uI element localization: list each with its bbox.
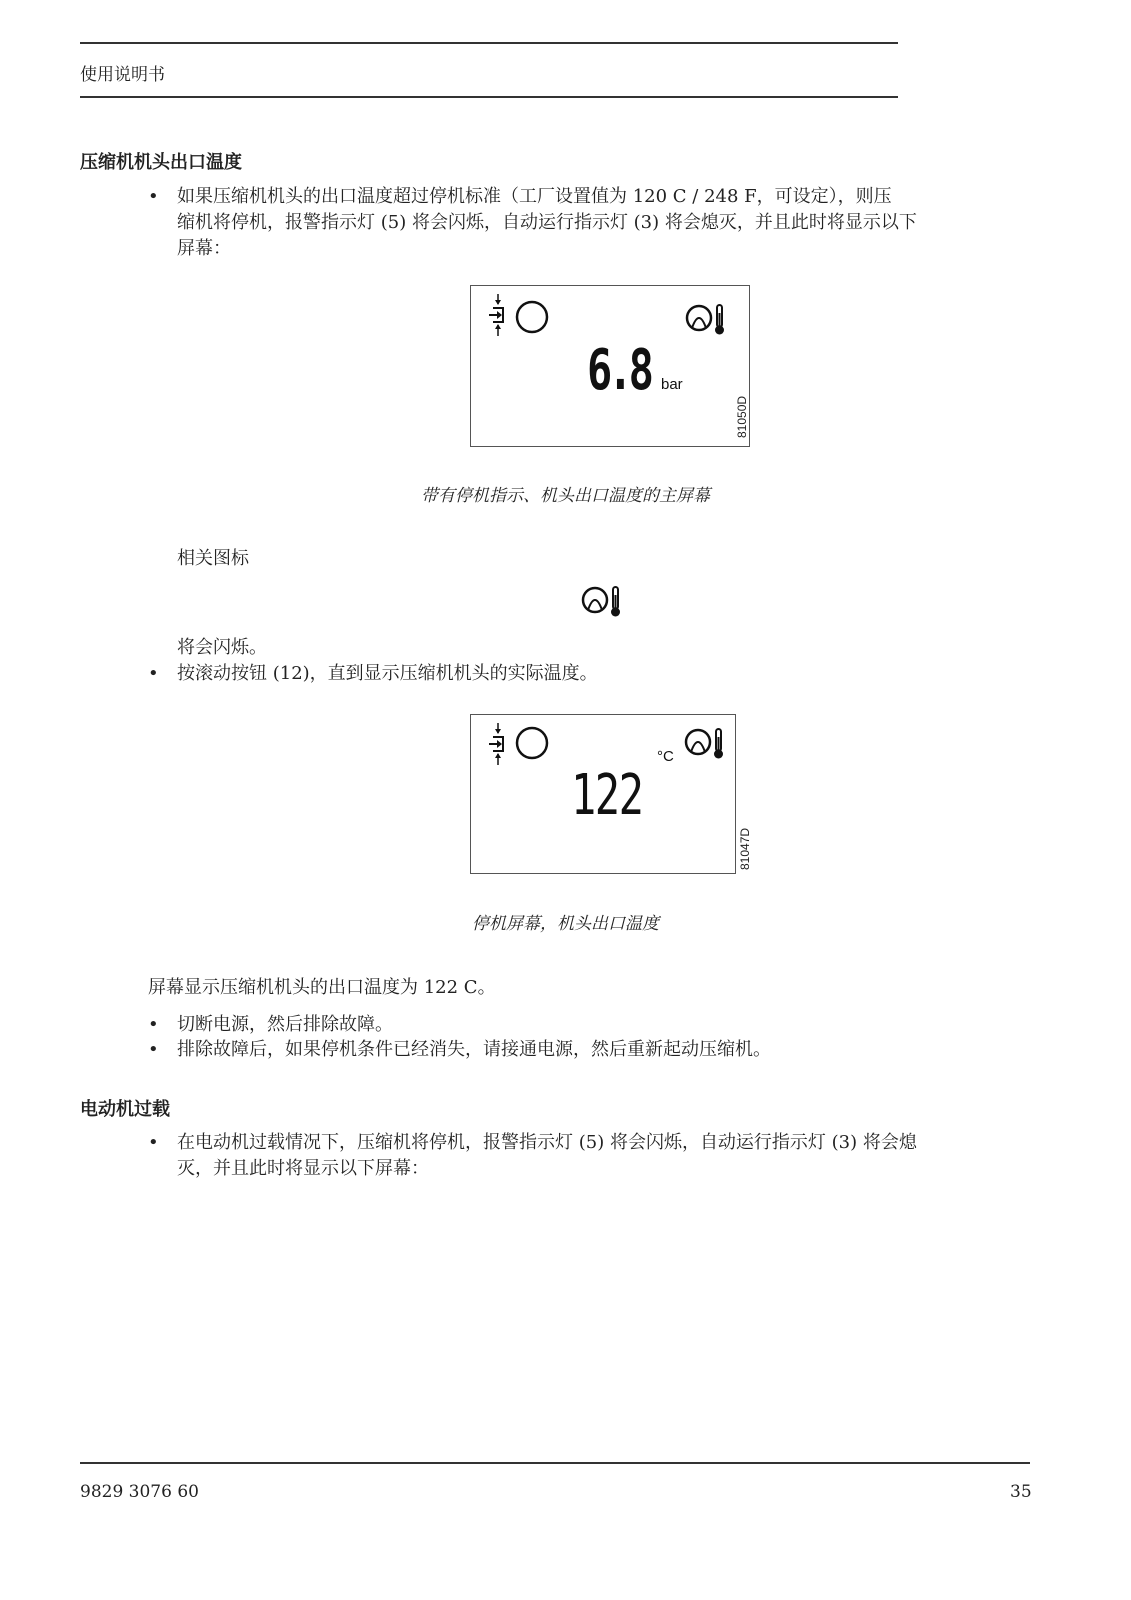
- paragraph-line: 缩机将停机，报警指示灯 (5) 将会闪烁，自动运行指示灯 (3) 将会熄灭，并且此时将显示以下: [177, 212, 917, 233]
- compressor-element-temperature-icon: [580, 585, 628, 619]
- lcd-display: [470, 285, 750, 447]
- bullet-icon: •: [148, 1039, 159, 1060]
- figure-code: 81050D: [735, 395, 749, 438]
- compressor-element-temperature-icon: [684, 303, 732, 337]
- compressor-element-temperature-icon: [683, 727, 731, 761]
- lcd-unit: bar: [661, 376, 683, 393]
- paragraph: 将会闪烁。: [177, 637, 267, 658]
- figure-code: 81047D: [738, 827, 752, 870]
- lcd-value: 6.8: [587, 338, 650, 403]
- header-bottom-rule: [80, 96, 898, 98]
- bullet-icon: •: [148, 663, 159, 684]
- load-unload-icon: [487, 723, 509, 765]
- paragraph-line: 如果压缩机机头的出口温度超过停机标准（工厂设置值为 120 C / 248 F，可设定），则压: [177, 186, 892, 207]
- bullet-icon: •: [148, 186, 159, 207]
- lcd-value: 122: [571, 763, 643, 828]
- page-number: 35: [1010, 1482, 1032, 1502]
- paragraph: [177, 1130, 1037, 1182]
- section-heading: 压缩机机头出口温度: [80, 152, 242, 173]
- paragraph: 排除故障后，如果停机条件已经消失，请接通电源，然后重新起动压缩机。: [177, 1039, 771, 1060]
- section-heading: 电动机过载: [80, 1099, 170, 1120]
- doc-number: 9829 3076 60: [80, 1482, 199, 1502]
- footer-rule: [80, 1462, 1030, 1464]
- paragraph-line: 在电动机过载情况下，压缩机将停机，报警指示灯 (5) 将会闪烁，自动运行指示灯 (3) 将会熄: [177, 1132, 917, 1153]
- circle-status-icon: [514, 299, 550, 335]
- header-title: 使用说明书: [80, 65, 165, 85]
- load-unload-icon: [487, 294, 509, 336]
- figure-caption: 带有停机指示、机头出口温度的主屏幕: [421, 486, 710, 506]
- paragraph-line: 屏幕：: [177, 238, 231, 259]
- figure-caption: 停机屏幕，机头出口温度: [472, 914, 659, 934]
- paragraph: 屏幕显示压缩机机头的出口温度为 122 C。: [148, 977, 496, 998]
- circle-status-icon: [514, 725, 550, 761]
- paragraph-line: 灭，并且此时将显示以下屏幕：: [177, 1158, 429, 1179]
- lcd-display: [470, 714, 736, 874]
- related-icon-label: 相关图标: [177, 548, 249, 569]
- header-top-rule: [80, 42, 898, 44]
- paragraph: [177, 184, 1037, 262]
- bullet-icon: •: [148, 1132, 159, 1153]
- lcd-unit: °C: [657, 748, 674, 765]
- paragraph: 按滚动按钮 (12)，直到显示压缩机机头的实际温度。: [177, 663, 598, 684]
- paragraph: 切断电源，然后排除故障。: [177, 1014, 393, 1035]
- bullet-icon: •: [148, 1014, 159, 1035]
